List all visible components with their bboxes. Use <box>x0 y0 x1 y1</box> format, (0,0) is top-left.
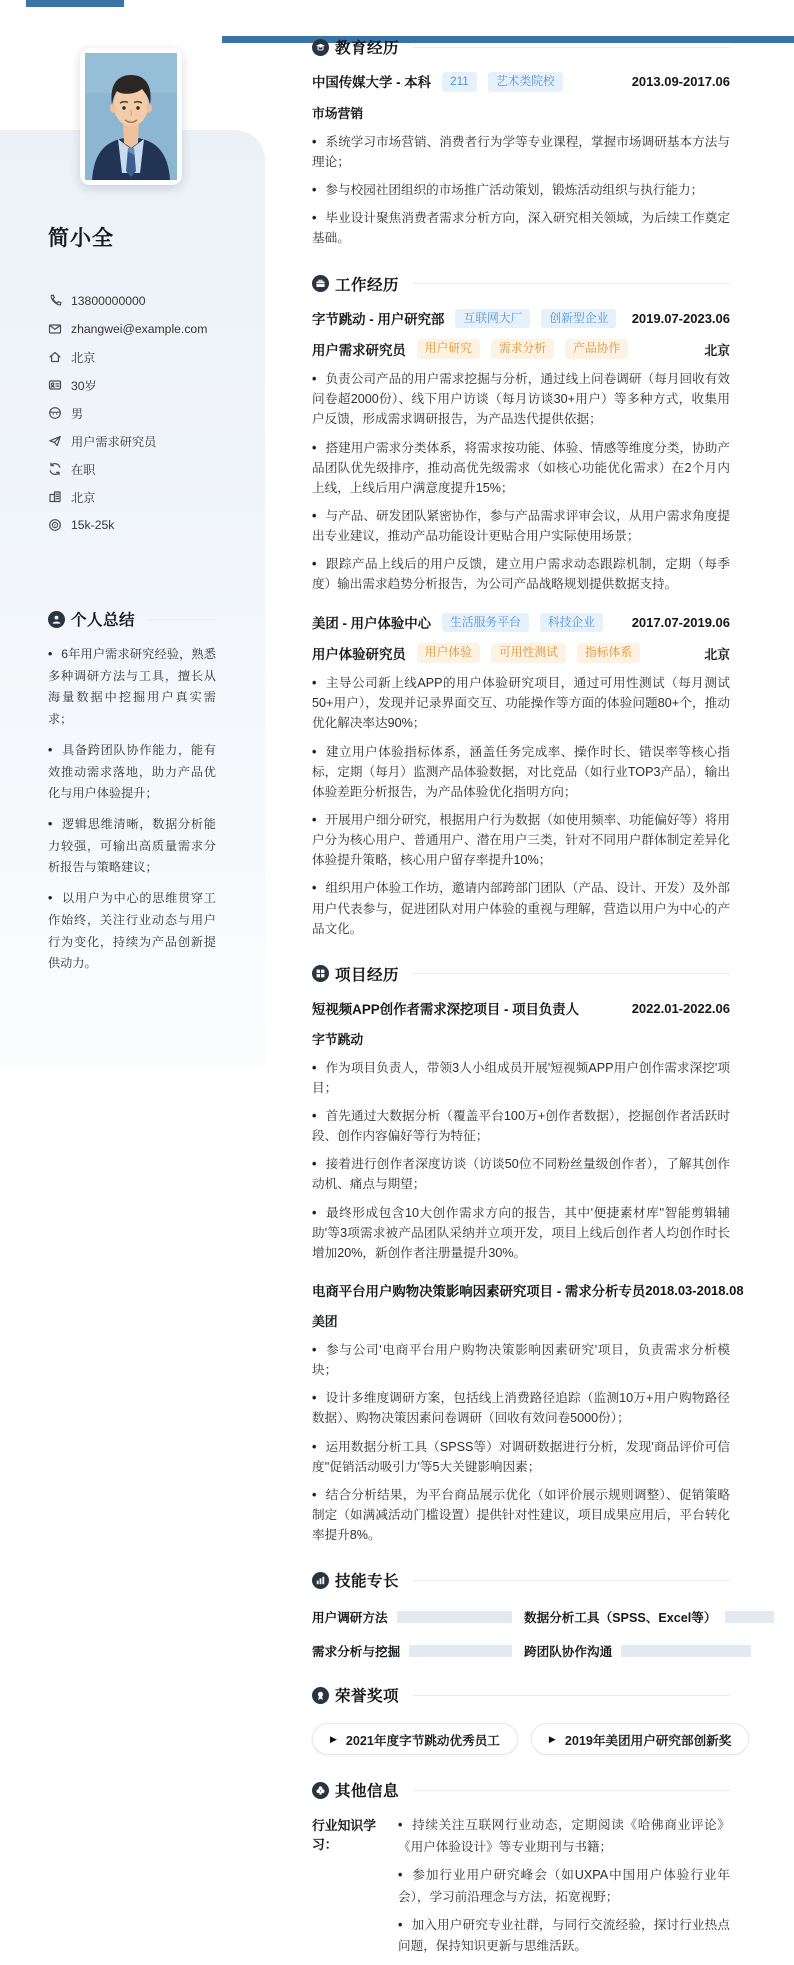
project-name: 电商平台用户购物决策影响因素研究项目 - 需求分析专员 <box>312 1284 646 1300</box>
school-name: 中国传媒大学 - 本科 <box>312 75 432 91</box>
profile-photo <box>80 48 182 185</box>
bullet-item: • 跟踪产品上线后的用户反馈，建立用户需求动态跟踪机制，定期（每季度）输出需求趋势分析报告，为公司产品战略规划提供数据支持。 <box>312 557 730 592</box>
contact-phone <box>48 292 238 310</box>
briefcase-icon <box>312 275 329 292</box>
contact-email-text: zhangwei@example.com <box>71 322 208 336</box>
divider <box>413 1790 730 1791</box>
grid-icon <box>312 965 329 982</box>
project-bullets <box>312 1058 730 1263</box>
status-icon <box>48 462 62 476</box>
skill-label: 用户调研方法 <box>312 1611 388 1626</box>
contact-status <box>48 460 238 478</box>
gender-icon <box>48 406 62 420</box>
role-name: 用户需求研究员 <box>312 342 406 358</box>
location-icon <box>48 350 62 364</box>
school-badge: 211 <box>442 72 477 92</box>
divider <box>413 283 730 284</box>
company-tag: 创新型企业 <box>541 309 616 329</box>
contact-phone-text: 13800000000 <box>71 294 146 308</box>
job-intention-icon <box>48 434 62 448</box>
bullet-item: • 毕业设计聚焦消费者需求分析方向，深入研究相关领域，为后续工作奠定基础。 <box>312 211 730 246</box>
skill-bar <box>409 1645 512 1657</box>
role-skill-tag: 需求分析 <box>491 339 554 359</box>
skill-item <box>524 1641 774 1660</box>
divider <box>413 1695 730 1696</box>
honor-list <box>312 1723 730 1755</box>
project-entry-header <box>312 999 730 1018</box>
project-entry-header <box>312 1281 744 1300</box>
bullet-item: • 与产品、研发团队紧密协作，参与产品需求评审会议，从用户需求角度提出专业建议，推动产品功能设计更贴合用户实际使用场景； <box>312 508 730 544</box>
contact-status-text: 在职 <box>71 462 96 477</box>
skill-item <box>312 1607 512 1626</box>
role-skill-tag: 指标体系 <box>577 643 640 663</box>
contact-age-text: 30岁 <box>71 378 97 393</box>
bullet-item: • 运用数据分析工具（SPSS等）对调研数据进行分析，发现'商品评价可信度''促销活动吸引力'等5大关键影响因素； <box>312 1439 730 1474</box>
skill-label: 需求分析与挖掘 <box>312 1645 401 1660</box>
education-date: 2013.09-2017.06 <box>631 74 730 90</box>
age-icon <box>48 378 62 392</box>
education-entry-header <box>312 72 730 92</box>
contact-gender-text: 男 <box>71 406 84 421</box>
contact-company-city <box>48 488 238 506</box>
contact-gender <box>48 404 238 422</box>
play-icon: ▶ <box>330 1733 337 1744</box>
skill-bar <box>621 1645 751 1657</box>
company-icon <box>48 490 62 504</box>
job-entry-header <box>312 613 730 633</box>
section-title: 荣誉奖项 <box>335 1688 400 1706</box>
major-name: 市场营销 <box>312 105 364 121</box>
bullet-item: • 设计多维度调研方案，包括线上消费路径追踪（监测10万+用户购物路径数据）、购物决策因素问卷调研（回收有效问卷5000份）； <box>312 1391 730 1426</box>
company-name: 美团 - 用户体验中心 <box>312 615 432 631</box>
project-company: 字节跳动 <box>312 1031 364 1047</box>
honor-badge <box>531 1723 749 1755</box>
contact-job-intention-text: 用户需求研究员 <box>71 434 157 449</box>
summary-bullet: • 逻辑思维清晰，数据分析能力较强，可输出高质量需求分析报告与策略建议； <box>48 817 216 875</box>
job-date: 2019.07-2023.06 <box>631 310 730 326</box>
section-title: 项目经历 <box>335 966 400 984</box>
role-skill-tag: 用户研究 <box>417 339 480 359</box>
role-skill-tag: 可用性测试 <box>491 643 566 663</box>
portrait-illustration <box>85 53 177 180</box>
graduation-cap-icon <box>312 39 329 56</box>
divider <box>413 47 730 48</box>
contact-company-city-text: 北京 <box>71 490 96 505</box>
other-info-row <box>312 1815 730 1964</box>
job-bullets <box>312 369 730 594</box>
person-icon <box>48 611 65 628</box>
company-tag: 互联网大厂 <box>455 309 530 329</box>
project-bullets <box>312 1340 730 1545</box>
salary-icon <box>48 518 62 532</box>
job-location: 北京 <box>704 646 730 662</box>
divider <box>413 973 730 974</box>
bullet-item: • 参与公司'电商平台用户购物决策影响因素研究'项目，负责需求分析模块； <box>312 1343 730 1378</box>
education-bullets <box>312 132 730 249</box>
honor-badge <box>312 1723 518 1755</box>
club-icon <box>312 1782 329 1799</box>
honors-section-header <box>312 1684 730 1706</box>
skill-bar <box>725 1611 774 1623</box>
skills-grid <box>312 1607 774 1660</box>
bullet-item: • 建立用户体验指标体系，涵盖任务完成率、操作时长、错误率等核心指标，定期（每月）监测产品体验数据，对比竞品（如行业TOP3产品），输出体验差距分析报告，为产品体验优化指明方向； <box>312 744 730 799</box>
company-name: 字节跳动 - 用户研究部 <box>312 311 445 327</box>
bullet-item: • 主导公司新上线APP的用户体验研究项目，通过可用性测试（每月测试50+用户），发现并记录界面交互、功能操作等方面的体验问题80+个，推动优化解决率达90%； <box>312 676 730 731</box>
job-bullets <box>312 673 730 939</box>
job-date: 2017.07-2019.06 <box>631 614 730 630</box>
role-name: 用户体验研究员 <box>312 646 406 662</box>
honor-text: 2021年度字节跳动优秀员工 <box>345 1733 500 1748</box>
bar-chart-icon <box>312 1572 329 1589</box>
phone-icon <box>48 294 62 308</box>
divider <box>413 1580 730 1581</box>
job-role-row <box>312 339 730 359</box>
work-section-header <box>312 273 730 295</box>
main-column <box>312 36 744 1965</box>
bullet-item: • 最终形成包含10大创作需求方向的报告，其中'便捷素材库''智能剪辑辅助'等3项需求被产品团队采纳并立项开发，项目上线后创作者人均创作时长增加20%，新创作者注册量提升30%。 <box>312 1205 730 1260</box>
contact-location <box>48 348 238 366</box>
job-role-row <box>312 643 730 663</box>
contact-age <box>48 376 238 394</box>
project-name: 短视频APP创作者需求深挖项目 - 项目负责人 <box>312 1001 580 1017</box>
bullet-item: • 持续关注互联网行业动态，定期阅读《哈佛商业评论》《用户体验设计》等专业期刊与书籍； <box>398 1818 730 1854</box>
section-title: 其他信息 <box>335 1783 400 1801</box>
play-icon: ▶ <box>548 1733 556 1744</box>
summary-bullet: • 6年用户需求研究经验，熟悉多种调研方法与工具，擅长从海量数据中挖掘用户真实需求； <box>48 647 216 727</box>
bullet-item: • 参加行业用户研究峰会（如UXPA中国用户体验行业年会），学习前沿理念与方法，拓宽视野； <box>398 1868 730 1904</box>
school-badge: 艺术类院校 <box>488 72 563 92</box>
section-title: 教育经历 <box>335 40 400 57</box>
job-entry-header <box>312 309 730 329</box>
role-skill-tag: 产品协作 <box>565 339 628 359</box>
bullet-item: • 组织用户体验工作坊，邀请内部跨部门团队（产品、设计、开发）及外部用户代表参与，促进团队对用户体验的重视与理解，营造以用户为中心的产品文化。 <box>312 881 730 936</box>
bullet-item: • 参与校园社团组织的市场推广活动策划，锻炼活动组织与执行能力； <box>312 183 704 198</box>
summary-bullet: • 以用户为中心的思维贯穿工作始终，关注行业动态与用户行为变化，持续为产品创新提供动力。 <box>48 891 216 971</box>
company-tag: 生活服务平台 <box>442 613 529 633</box>
summary-title: 个人总结 <box>71 612 136 629</box>
contact-location-text: 北京 <box>71 350 96 365</box>
summary-bullet: • 具备跨团队协作能力，能有效推动需求落地，助力产品优化与用户体验提升； <box>48 742 216 801</box>
other-section-header <box>312 1779 730 1801</box>
contact-salary-text: 15k-25k <box>71 518 115 532</box>
bullet-item: • 开展用户细分研究，根据用户行为数据（如使用频率、功能偏好等）将用户分为核心用户、普通用户、潜在用户三类，针对不同用户群体制定差异化体验提升策略，核心用户留存率提升10%； <box>312 812 730 868</box>
bullet-item: • 接着进行创作者深度访谈（访谈50位不同粉丝量级创作者），了解其创作动机、痛点与期望； <box>312 1157 730 1192</box>
bullet-item: • 加入用户研究专业社群，与同行交流经验，探讨行业热点问题，保持知识更新与思维活跃。 <box>398 1917 730 1954</box>
section-title: 技能专长 <box>335 1573 400 1591</box>
education-section-header <box>312 36 730 58</box>
skill-label: 数据分析工具（SPSS、Excel等） <box>524 1611 717 1626</box>
contact-job-intention <box>48 432 238 450</box>
divider <box>149 619 216 620</box>
candidate-name: 简小全 <box>48 227 114 250</box>
skill-item <box>312 1641 512 1660</box>
contact-list <box>48 292 238 544</box>
summary-header <box>48 608 216 630</box>
personal-summary-section <box>48 608 216 984</box>
bullet-item: • 首先通过大数据分析（覆盖平台100万+创作者数据），挖掘创作者活跃时段、创作内容偏好等行为特征； <box>312 1109 730 1144</box>
project-date: 2022.01-2022.06 <box>631 1000 730 1016</box>
projects-section-header <box>312 963 730 985</box>
other-label: 行业知识学习： <box>312 1818 376 1853</box>
contact-salary <box>48 516 238 534</box>
role-skill-tag: 用户体验 <box>417 643 480 663</box>
skills-section-header <box>312 1569 730 1591</box>
mail-icon <box>48 322 62 336</box>
other-bullets <box>398 1815 730 1964</box>
top-accent-bar-left <box>26 0 124 7</box>
skill-item <box>524 1607 774 1626</box>
contact-email <box>48 320 238 338</box>
skill-label: 跨团队协作沟通 <box>524 1645 613 1660</box>
section-title: 工作经历 <box>335 276 400 294</box>
project-company: 美团 <box>312 1314 338 1330</box>
project-date: 2018.03-2018.08 <box>645 1283 744 1299</box>
bullet-item: • 系统学习市场营销、消费者行为学等专业课程，掌握市场调研基本方法与理论； <box>312 134 730 169</box>
honor-text: 2019年美团用户研究部创新奖 <box>564 1733 732 1748</box>
medal-icon <box>312 1687 329 1704</box>
skill-bar <box>397 1611 512 1623</box>
bullet-item: • 搭建用户需求分类体系，将需求按功能、体验、情感等维度分类，协助产品团队优先级排序，推动高优先级需求（如核心功能优化需求）在2个月内上线，上线后用户满意度提升15%； <box>312 440 730 495</box>
bullet-item: • 作为项目负责人，带领3人小组成员开展'短视频APP用户创作需求深挖'项目； <box>312 1060 730 1095</box>
job-location: 北京 <box>704 342 730 358</box>
bullet-item: • 结合分析结果，为平台商品展示优化（如评价展示规则调整）、促销策略制定（如满减活动门槛设置）提供针对性建议，项目成果应用后，平台转化率提升8%。 <box>312 1487 730 1543</box>
company-tag: 科技企业 <box>540 613 603 633</box>
bullet-item: • 负责公司产品的用户需求挖掘与分析，通过线上问卷调研（每月回收有效问卷超2000份）、线下用户访谈（每月访谈30+用户）等多种方式，收集用户反馈，形成需求调研报告，为产品迭代提供依据； <box>312 372 730 427</box>
